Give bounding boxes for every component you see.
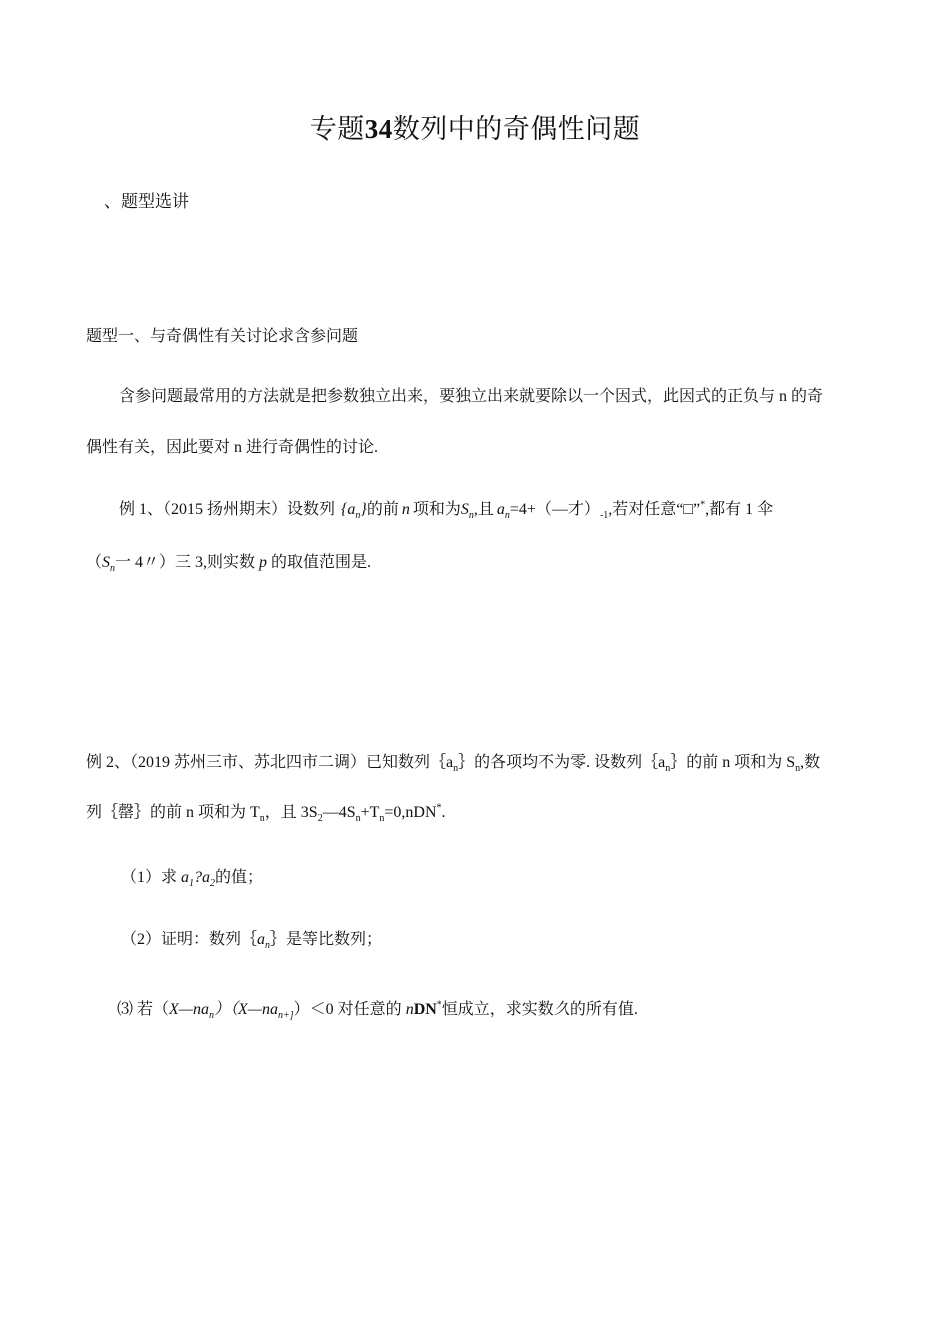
example2-line2: 列｛罄｝的前 n 项和为 $T_n$，且 $3S_2—4S_n+T_n=0,nDN^*$. (86, 802, 446, 825)
type1-heading: 题型一、与奇偶性有关讨论求含参问题 (86, 328, 359, 345)
example1-line1: 例 1、（2015 扬州期末）设数列 $\{a_n\}$的前 n 项和为$S_n$,且 $a_n=4+(—$才）$_{-1}$,若对任意“□”*,都有 1 伞 (119, 499, 774, 522)
example2-question2: （2）证明：数列$\{a_n\}$是等比数列； (121, 931, 383, 952)
example2-line1: 例 2、（2019 苏州三市、苏北四市二调）已知数列$\{a_n\}$的各项均不为零. 设数列$\{a_n\}$的前 n 项和为 $S_n$,数 (86, 754, 821, 775)
example2-question1: （1）求 $a_1?a_2$的值； (121, 869, 264, 890)
title-prefix: 专题 (309, 114, 365, 144)
type1-intro-line1: 含参问题最常用的方法就是把参数独立出来，要独立出来就要除以一个因式，此因式的正负与 n 的奇 (119, 388, 824, 405)
example2-question3: ⑶ 若$(X—na_n)(X—na_{n+]})<0$ 对任意的 nDN*恒成立，求实数久的所有值. (117, 999, 638, 1022)
title-number: 34 (364, 114, 393, 144)
example1-line2: （$S_n$一 4〃）三 3,则实数 p 的取值范围是. (86, 554, 372, 575)
section-heading: 、题型选讲 (104, 192, 189, 211)
page-title (0, 112, 950, 146)
title-suffix: 数列中的奇偶性问题 (392, 114, 641, 144)
type1-intro-line2: 偶性有关，因此要对 n 进行奇偶性的讨论. (86, 439, 379, 456)
